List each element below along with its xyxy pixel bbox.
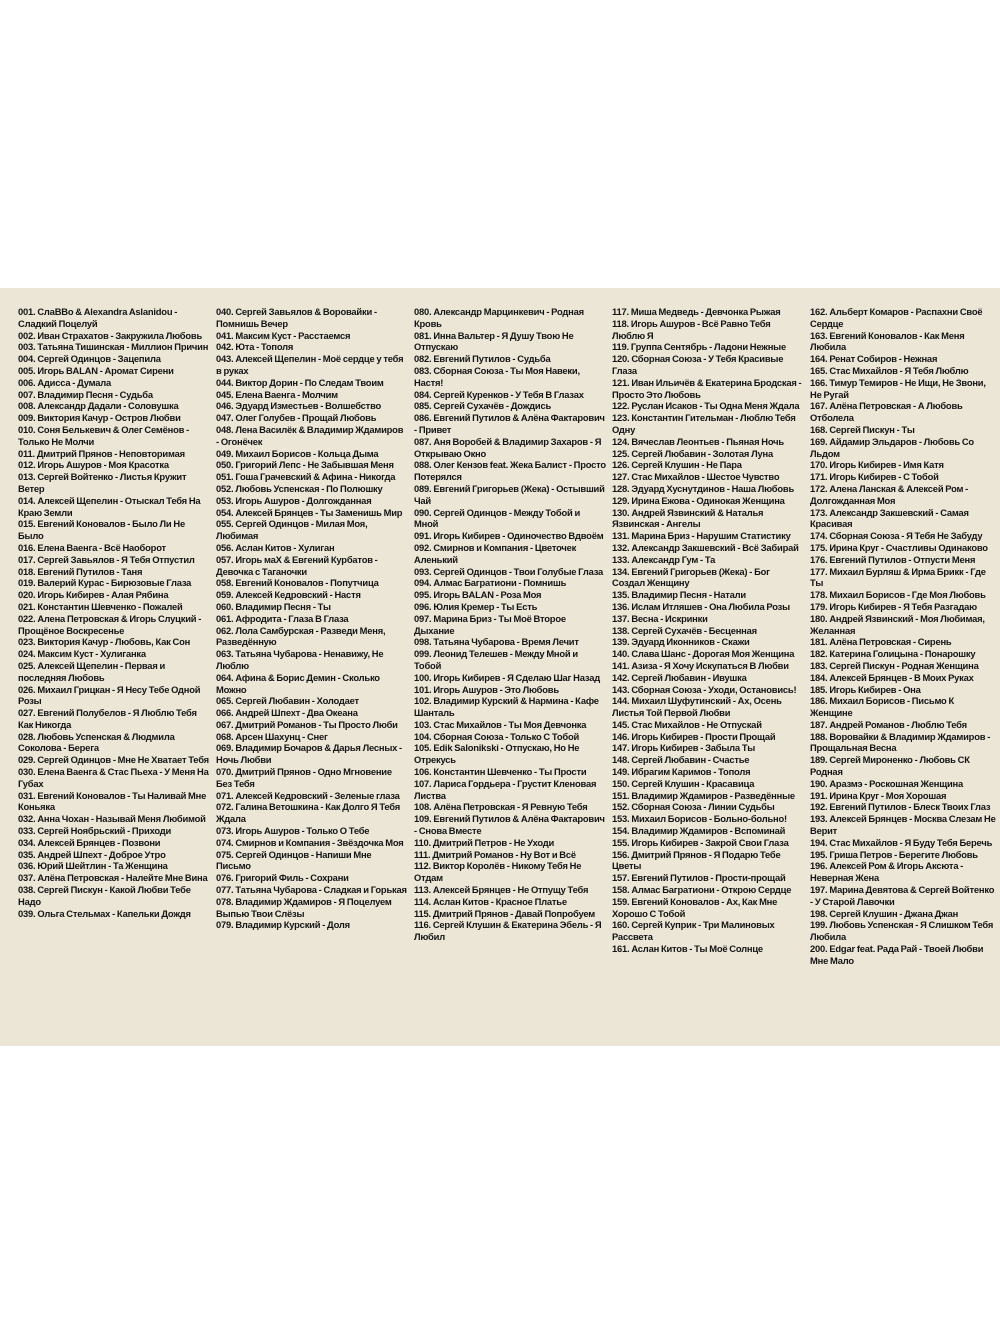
track-item: 164. Ренат Собиров - Нежная [810,353,938,365]
track-item: 074. Смирнов и Компания - Звёздочка Моя [216,836,404,848]
track-item: 169. Айдамир Эльдаров - Любовь Со Льдом [810,435,974,459]
track-item: 197. Марина Девятова & Сергей Войтенко - У Старой Лавочки [810,884,995,907]
track-item: 177. Михаил Бурляш & Ирма Брикк - Где Ты [810,565,986,589]
track-item: 110. Дмитрий Петров - Не Уходи [414,836,555,848]
track-item: 148. Сергей Любавин - Счастье [612,754,750,766]
track-item: 062. Лола Самбурская - Разведи Меня, Разведённую [216,624,386,648]
track-item: 013. Сергей Войтенко - Листья Кружит Ветер [18,471,187,494]
track-item: 138. Сергей Сухачёв - Бесценная [612,624,757,636]
track-item: 134. Евгений Григорьев (Жека) - Бог Создал Женщину [612,565,770,589]
track-item: 119. Группа Сентябрь - Ладони Нежные [612,341,786,353]
track-item: 050. Григорий Лепс - Не Забывшая Меня [216,459,394,471]
tracklist-column-1 [18,306,210,919]
track-item: 132. Александр Закшевский - Всё Забирай [612,541,799,553]
track-item: 170. Игорь Кибирев - Имя Катя [810,459,944,471]
track-item: 053. Игорь Ашуров - Долгожданная [216,494,372,506]
track-item: 057. Игорь маХ & Евгений Курбатов - Девочка с Таганочки [216,553,378,577]
track-item: 019. Валерий Курас - Бирюзовые Глаза [18,577,192,589]
track-item: 136. Ислам Итляшев - Она Любила Розы [612,600,790,612]
track-item: 076. Григорий Филь - Сохрани [216,872,349,884]
track-item: 188. Воровайки & Владимир Ждамиров - Прощальная Весна [810,730,991,754]
track-item: 192. Евгений Путилов - Блеск Твоих Глаз [810,801,991,813]
track-item: 182. Катерина Голицына - Понарошку [810,648,976,660]
track-item: 092. Смирнов и Компания - Цветочек Аленький [414,541,577,565]
track-item: 190. Аразмэ - Роскошная Женщина [810,777,964,789]
track-item: 008. Александр Дадали - Соловушка [18,400,179,412]
track-item: 155. Игорь Кибирев - Закрой Свои Глаза [612,836,789,848]
track-item: 078. Владимир Ждамиров - Я Поцелуем Выпью Твои Слёзы [216,895,392,919]
track-item: 047. Олег Голубев - Прощай Любовь [216,412,377,424]
track-item: 025. Алексей Щепелин - Первая и последняя Любовь [18,659,166,683]
track-item: 172. Алена Ланская & Алексей Ром - Долгожданная Моя [810,482,969,506]
track-item: 154. Владимир Ждамиров - Вспоминай [612,825,786,837]
track-item: 179. Игорь Кибирев - Я Тебя Разгадаю [810,600,977,612]
track-item: 017. Сергей Завьялов - Я Тебя Отпустил [18,553,195,565]
track-item: 116. Сергей Клушин & Екатерина Эбель - Я Любил [414,919,602,943]
track-item: 186. Михаил Борисов - Письмо К Женщине [810,695,955,719]
track-item: 101. Игорь Ашуров - Это Любовь [414,683,559,695]
track-item: 123. Константин Гительман - Люблю Тебя Одну [612,412,796,435]
track-item: 114. Аслан Китов - Красное Платье [414,895,567,907]
tracklist-column-2 [216,306,408,931]
track-item: 011. Дмитрий Прянов - Неповторимая [18,447,185,459]
track-item: 045. Елена Ваенга - Молчим [216,388,338,400]
track-item: 199. Любовь Успенская - Я Слишком Тебя Любила [810,919,994,943]
track-item: 183. Сергей Пискун - Родная Женщина [810,659,979,671]
track-item: 059. Алексей Кедровский - Настя [216,589,361,601]
track-item: 065. Сергей Любавин - Холодает [216,695,359,707]
track-item: 143. Сборная Союза - Уходи, Остановись! [612,683,797,695]
track-item: 020. Игорь Кибирев - Алая Рябина [18,589,169,601]
track-item: 041. Максим Куст - Расстаемся [216,329,351,341]
track-item: 108. Алёна Петровская - Я Ревную Тебя [414,801,588,813]
track-item: 144. Михаил Шуфутинский - Ах, Осень Листья Той Первой Любви [612,695,782,719]
track-item: 187. Андрей Романов - Люблю Тебя [810,718,967,730]
track-item: 006. Адисса - Думала [18,376,112,388]
track-item: 005. Игорь BALAN - Аромат Сирени [18,364,174,376]
track-item: 036. Юрий Шейтлин - Та Женщина [18,860,168,872]
track-item: 039. Ольга Стельмах - Капельки Дождя [18,907,191,919]
track-item: 147. Игорь Кибирев - Забыла Ты [612,742,756,754]
track-item: 091. Игорь Кибирев - Одиночество Вдвоём [414,530,604,542]
track-item: 150. Сергей Клушин - Красавица [612,777,755,789]
track-item: 001. СлаВВо & Alexandra Aslanidou - Сладкий Поцелуй [18,306,178,329]
track-item: 084. Сергей Куренков - У Тебя В Глазах [414,388,584,400]
track-item: 106. Константин Шевченко - Ты Прости [414,766,587,778]
track-item: 195. Гриша Петров - Берегите Любовь [810,848,978,860]
track-item: 016. Елена Ваенга - Всё Наоборот [18,541,166,553]
track-item: 095. Игорь BALAN - Роза Моя [414,589,542,601]
track-item: 007. Владимир Песня - Судьба [18,388,153,400]
tracklist-column-3 [414,306,606,943]
track-item: 052. Любовь Успенская - По Полюшку [216,482,383,494]
track-item: 070. Дмитрий Прянов - Одно Мгновение Без Тебя [216,766,392,789]
track-item: 127. Стас Михайлов - Шестое Чувство [612,471,780,483]
track-item: 043. Алексей Щепелин - Моё сердце у тебя в руках [216,353,404,376]
track-item: 180. Андрей Язвинский - Моя Любимая, Желанная [810,612,985,636]
track-item: 151. Владимир Ждамиров - Разведённые [612,789,795,801]
track-item: 141. Азиза - Я Хочу Искупаться В Любви [612,659,789,671]
track-item: 082. Евгений Путилов - Судьба [414,353,551,365]
track-item: 196. Алексей Ром & Игорь Аксюта - Невернaя Жена [810,860,964,884]
track-item: 159. Евгений Коновалов - Ах, Как Мне Хорошо С Тобой [612,895,778,919]
track-item: 015. Евгений Коновалов - Было Ли Не Было [18,518,185,542]
track-item: 075. Сергей Одинцов - Напиши Мне Письмо [216,848,372,872]
track-item: 118. Игорь Ашуров - Всё Равно Тебя Люблю Я [612,317,771,341]
track-item: 048. Лена Василёк & Владимир Ждамиров - Огонёчек [216,423,404,447]
track-item: 064. Афина & Борис Демин - Сколько Можно [216,671,380,695]
track-item: 093. Сергей Одинцов - Твои Голубые Глаза [414,565,604,577]
track-item: 029. Сергей Одинцов - Мне Не Хватает Тебя [18,754,209,766]
track-item: 137. Весна - Искринки [612,612,708,624]
track-item: 090. Сергей Одинцов - Между Тобой и Мной [414,506,581,530]
track-item: 160. Сергей Куприк - Три Малиновых Рассвета [612,919,775,943]
track-item: 140. Слава Шанс - Дорогая Моя Женщина [612,648,795,660]
track-item: 185. Игорь Кибирев - Она [810,683,921,695]
track-item: 117. Миша Медведь - Девчонка Рыжая [612,306,781,317]
track-item: 200. Edgar feat. Рада Рай - Твоей Любви Мне Мало [810,943,984,966]
track-item: 058. Евгений Коновалов - Попутчица [216,577,379,589]
track-item: 111. Дмитрий Романов - Ну Вот и Всё [414,848,576,860]
tracklist-column-5 [810,306,998,967]
track-item: 158. Алмас Багратиони - Открою Сердце [612,884,792,896]
track-item: 149. Ибрагим Каримов - Тополя [612,766,751,778]
track-item: 124. Вячеслав Леонтьев - Пьяная Ночь [612,435,784,447]
track-item: 109. Евгений Путилов & Алёна Фактарович - Снова Вместе [414,813,605,837]
track-item: 191. Ирина Круг - Моя Хорошая [810,789,947,801]
track-item: 142. Сергей Любавин - Ивушка [612,671,747,683]
track-item: 152. Сборная Союза - Линии Судьбы [612,801,775,813]
track-item: 026. Михаил Грицкан - Я Несу Тебе Одной Розы [18,683,201,707]
track-item: 125. Сергей Любавин - Золотая Луна [612,447,773,459]
track-item: 121. Иван Ильичёв & Екатерина Бродская - Просто Это Любовь [612,376,802,400]
track-item: 171. Игорь Кибирев - С Тобой [810,471,939,483]
track-item: 038. Сергей Пискун - Какой Любви Тебе Надо [18,884,191,907]
track-item: 027. Евгений Полубелов - Я Люблю Тебя Как Никогда [18,707,197,730]
track-item: 163. Евгений Коновалов - Как Меня Любила [810,329,965,353]
track-item: 040. Сергей Завьялов & Воровайки - Помнишь Вечер [216,306,377,329]
track-item: 173. Александр Закшевский - Самая Красивая [810,506,969,530]
track-item: 054. Алексей Брянцев - Ты Заменишь Мир [216,506,403,518]
track-item: 044. Виктор Дорин - По Следам Твоим [216,376,384,388]
track-item: 097. Марина Бриз - Ты Моё Второе Дыхание [414,612,566,636]
track-item: 105. Edik Salonikski - Отпускаю, Но Не Отрекусь [414,742,580,766]
track-item: 037. Алёна Петровская - Налейте Мне Вина [18,872,208,884]
track-item: 193. Алексей Брянцев - Москва Слезам Не Верит [810,813,996,837]
track-item: 174. Сборная Союза - Я Тебя Не Забуду [810,530,983,542]
track-item: 139. Эдуард Иконников - Скажи [612,636,750,648]
track-item: 112. Виктор Королёв - Никому Тебя Не Отдам [414,860,582,884]
track-item: 157. Евгений Путилов - Прости-прощай [612,872,786,884]
track-item: 100. Игорь Кибирев - Я Сделаю Шаг Назад [414,671,600,683]
track-item: 009. Виктория Качур - Остров Любви [18,412,181,424]
track-item: 168. Сергей Пискун - Ты [810,423,915,435]
track-item: 035. Андрей Шпехт - Доброе Утро [18,848,166,860]
track-item: 166. Тимур Темиров - Не Ищи, Не Звони, Не Ругай [810,376,986,400]
track-item: 049. Михаил Борисов - Кольца Дыма [216,447,379,459]
track-item: 072. Галина Ветошкина - Как Долго Я Тебя Ждала [216,801,401,825]
track-item: 046. Эдуард Изместьев - Волшебство [216,400,382,412]
track-item: 189. Сергей Мироненко - Любовь СК Родная [810,754,970,778]
track-item: 061. Афродита - Глаза В Глаза [216,612,349,624]
track-item: 033. Сергей Ноябрьский - Приходи [18,825,172,837]
track-item: 003. Татьяна Тишинская - Миллион Причин [18,341,209,353]
track-item: 051. Гоша Грачевский & Афина - Никогда [216,471,396,483]
track-item: 030. Елена Ваенга & Стас Пьеха - У Меня На Губах [18,766,209,789]
track-item: 153. Михаил Борисов - Больно-больно! [612,813,787,825]
track-item: 086. Евгений Путилов & Алёна Фактарович - Привет [414,412,605,435]
tracklist-column-4 [612,306,804,955]
track-item: 162. Альберт Комаров - Распахни Своё Сердце [810,306,983,329]
track-item: 032. Анна Чохан - Называй Меня Любимой [18,813,206,825]
track-item: 060. Владимир Песня - Ты [216,600,331,612]
track-item: 021. Константин Шевченко - Пожалей [18,600,183,612]
track-item: 055. Сергей Одинцов - Милая Моя, Любимая [216,518,368,542]
track-item: 079. Владимир Курский - Доля [216,919,350,931]
track-item: 128. Эдуард Хуснутдинов - Наша Любовь [612,482,795,494]
track-item: 022. Алена Петровская & Игорь Слуцкий - Прощёное Воскресенье [18,612,202,636]
track-item: 012. Игорь Ашуров - Моя Красотка [18,459,169,471]
track-item: 081. Инна Вальтер - Я Душу Твою Не Отпускаю [414,329,574,353]
track-item: 028. Любовь Успенская & Людмила Соколова - Берега [18,730,175,754]
track-item: 056. Аслан Китов - Хулиган [216,541,335,553]
track-item: 073. Игорь Ашуров - Только О Тебе [216,825,370,837]
track-item: 198. Сергей Клушин - Джана Джан [810,907,959,919]
track-item: 096. Юлия Кремер - Ты Есть [414,600,538,612]
track-item: 024. Максим Куст - Хулиганка [18,648,146,660]
track-item: 067. Дмитрий Романов - Ты Просто Люби [216,718,398,730]
track-item: 010. Соня Белькевич & Олег Семёнов - Только Не Молчи [18,423,190,447]
track-item: 023. Виктория Качур - Любовь, Как Сон [18,636,191,648]
track-item: 113. Алексей Брянцев - Не Отпущу Тебя [414,884,589,896]
track-item: 066. Андрей Шпехт - Два Океана [216,707,358,719]
track-item: 088. Олег Кензов feat. Жека Балист - Просто Потерялся [414,459,606,483]
track-item: 063. Татьяна Чубарова - Ненавижу, Не Люблю [216,648,384,671]
track-item: 175. Ирина Круг - Счастливы Одинаково [810,541,988,553]
track-item: 087. Аня Воробей & Владимир Захаров - Я Открываю Окно [414,435,602,459]
track-item: 181. Алёна Петровская - Сирень [810,636,952,648]
tracklist-sheet [0,288,1000,1046]
track-item: 165. Стас Михайлов - Я Тебя Люблю [810,364,969,376]
track-item: 176. Евгений Путилов - Отпусти Меня [810,553,976,565]
track-item: 002. Иван Страхатов - Закружила Любовь [18,329,203,341]
track-item: 014. Алексей Щепелин - Отыскал Тебя На Краю Земли [18,494,201,518]
track-item: 085. Сергей Сухачёв - Дождись [414,400,552,412]
track-item: 126. Сергей Клушин - Не Пара [612,459,742,471]
track-item: 131. Марина Бриз - Нарушим Статистику [612,530,791,542]
track-item: 122. Руслан Исаков - Ты Одна Меня Ждала [612,400,800,412]
track-item: 018. Евгений Путилов - Таня [18,565,143,577]
track-item: 034. Алексей Брянцев - Позвони [18,836,161,848]
track-item: 184. Алексей Брянцев - В Моих Руках [810,671,974,683]
track-item: 194. Стас Михайлов - Я Буду Тебя Беречь [810,836,993,848]
track-item: 130. Андрей Язвинский & Наталья Язвинская - Ангелы [612,506,764,530]
track-item: 042. Юта - Тополя [216,341,294,353]
track-item: 178. Михаил Борисов - Где Моя Любовь [810,589,986,601]
track-item: 071. Алексей Кедровский - Зеленые глаза [216,789,400,801]
track-item: 129. Ирина Ежова - Одинокая Женщина [612,494,785,506]
track-item: 135. Владимир Песня - Натали [612,589,746,601]
track-item: 080. Александр Марцинкевич - Родная Кровь [414,306,584,329]
track-item: 115. Дмитрий Прянов - Давай Попробуем [414,907,596,919]
track-item: 156. Дмитрий Прянов - Я Подарю Тебе Цветы [612,848,781,872]
track-item: 094. Алмас Багратиони - Помнишь [414,577,567,589]
track-item: 167. Алёна Петровская - А Любовь Отболела [810,400,963,424]
track-item: 102. Владимир Курский & Нармина - Кафе Шанталь [414,695,599,719]
track-item: 104. Сборная Союза - Только С Тобой [414,730,580,742]
track-item: 133. Александр Гум - Та [612,553,716,565]
track-item: 098. Татьяна Чубарова - Время Лечит [414,636,579,648]
track-item: 161. Аслан Китов - Ты Моё Солнце [612,943,763,955]
track-item: 107. Лариса Гордьера - Грустит Кленовая Листва [414,777,597,801]
track-item: 083. Сборная Союза - Ты Моя Навеки, Настя! [414,364,580,388]
track-item: 089. Евгений Григорьев (Жека) - Остывший Чай [414,482,605,506]
track-item: 103. Стас Михайлов - Ты Моя Девчонка [414,718,587,730]
track-item: 069. Владимир Бочаров & Дарья Лесных - Ночь Любви [216,742,402,766]
track-item: 145. Стас Михайлов - Не Отпускай [612,718,762,730]
track-item: 120. Сборная Союза - У Тебя Красивые Глаза [612,353,784,376]
track-item: 031. Евгений Коновалов - Ты Наливай Мне Коньяка [18,789,207,813]
track-item: 146. Игорь Кибирев - Прости Прощай [612,730,776,742]
track-item: 004. Сергей Одинцов - Зацепила [18,353,161,365]
track-item: 077. Татьяна Чубарова - Сладкая и Горькая [216,884,407,896]
track-item: 099. Леонид Телешев - Между Мной и Тобой [414,648,578,671]
track-item: 068. Арсен Шахунц - Снег [216,730,328,742]
